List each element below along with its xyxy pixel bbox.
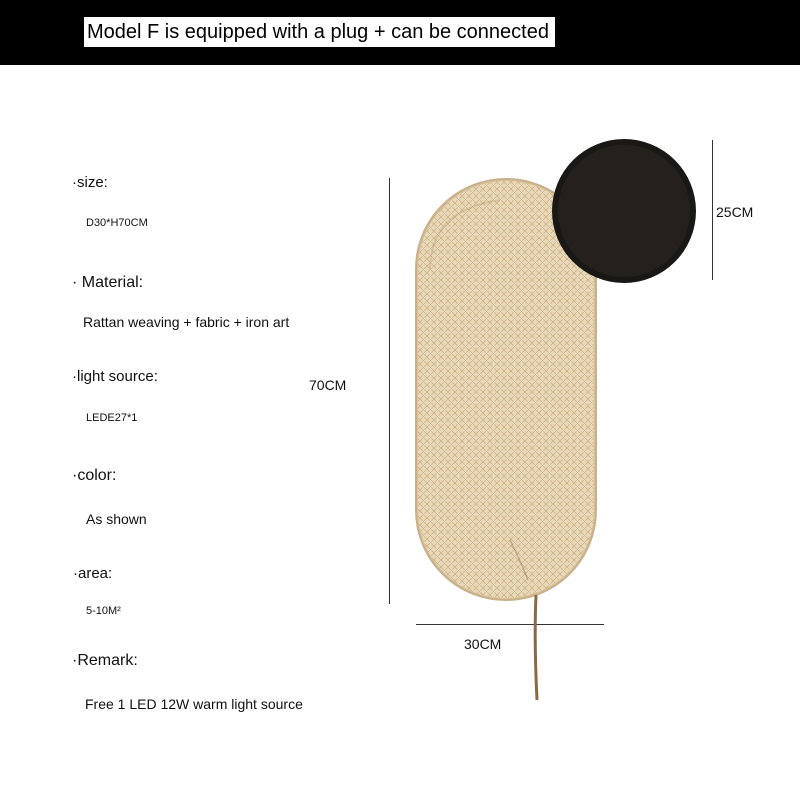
disc-dimension-line	[712, 140, 713, 280]
light-source-label: ·light source:	[72, 368, 158, 385]
width-dimension-label: 30CM	[464, 636, 502, 652]
height-dimension-label: 70CM	[309, 377, 347, 393]
height-dimension-line	[389, 178, 390, 604]
area-label: ·area:	[73, 565, 113, 582]
color-label: ·color:	[72, 467, 117, 484]
disc-dimension-label: 25CM	[716, 204, 754, 220]
power-cord	[535, 595, 537, 700]
light-source-value: LEDE27*1	[86, 412, 138, 424]
size-label: ·size:	[72, 174, 108, 191]
remark-label: ·Remark:	[72, 652, 138, 669]
color-value: As shown	[86, 511, 147, 527]
area-value: 5-10M²	[86, 605, 121, 617]
material-value: Rattan weaving + fabric + iron art	[83, 314, 290, 330]
material-label: · Material:	[72, 274, 144, 291]
remark-value: Free 1 LED 12W warm light source	[85, 696, 303, 712]
wall-lamp-illustration	[400, 130, 700, 700]
size-value: D30*H70CM	[86, 217, 148, 229]
product-banner-text: Model F is equipped with a plug + can be connected	[84, 17, 555, 47]
